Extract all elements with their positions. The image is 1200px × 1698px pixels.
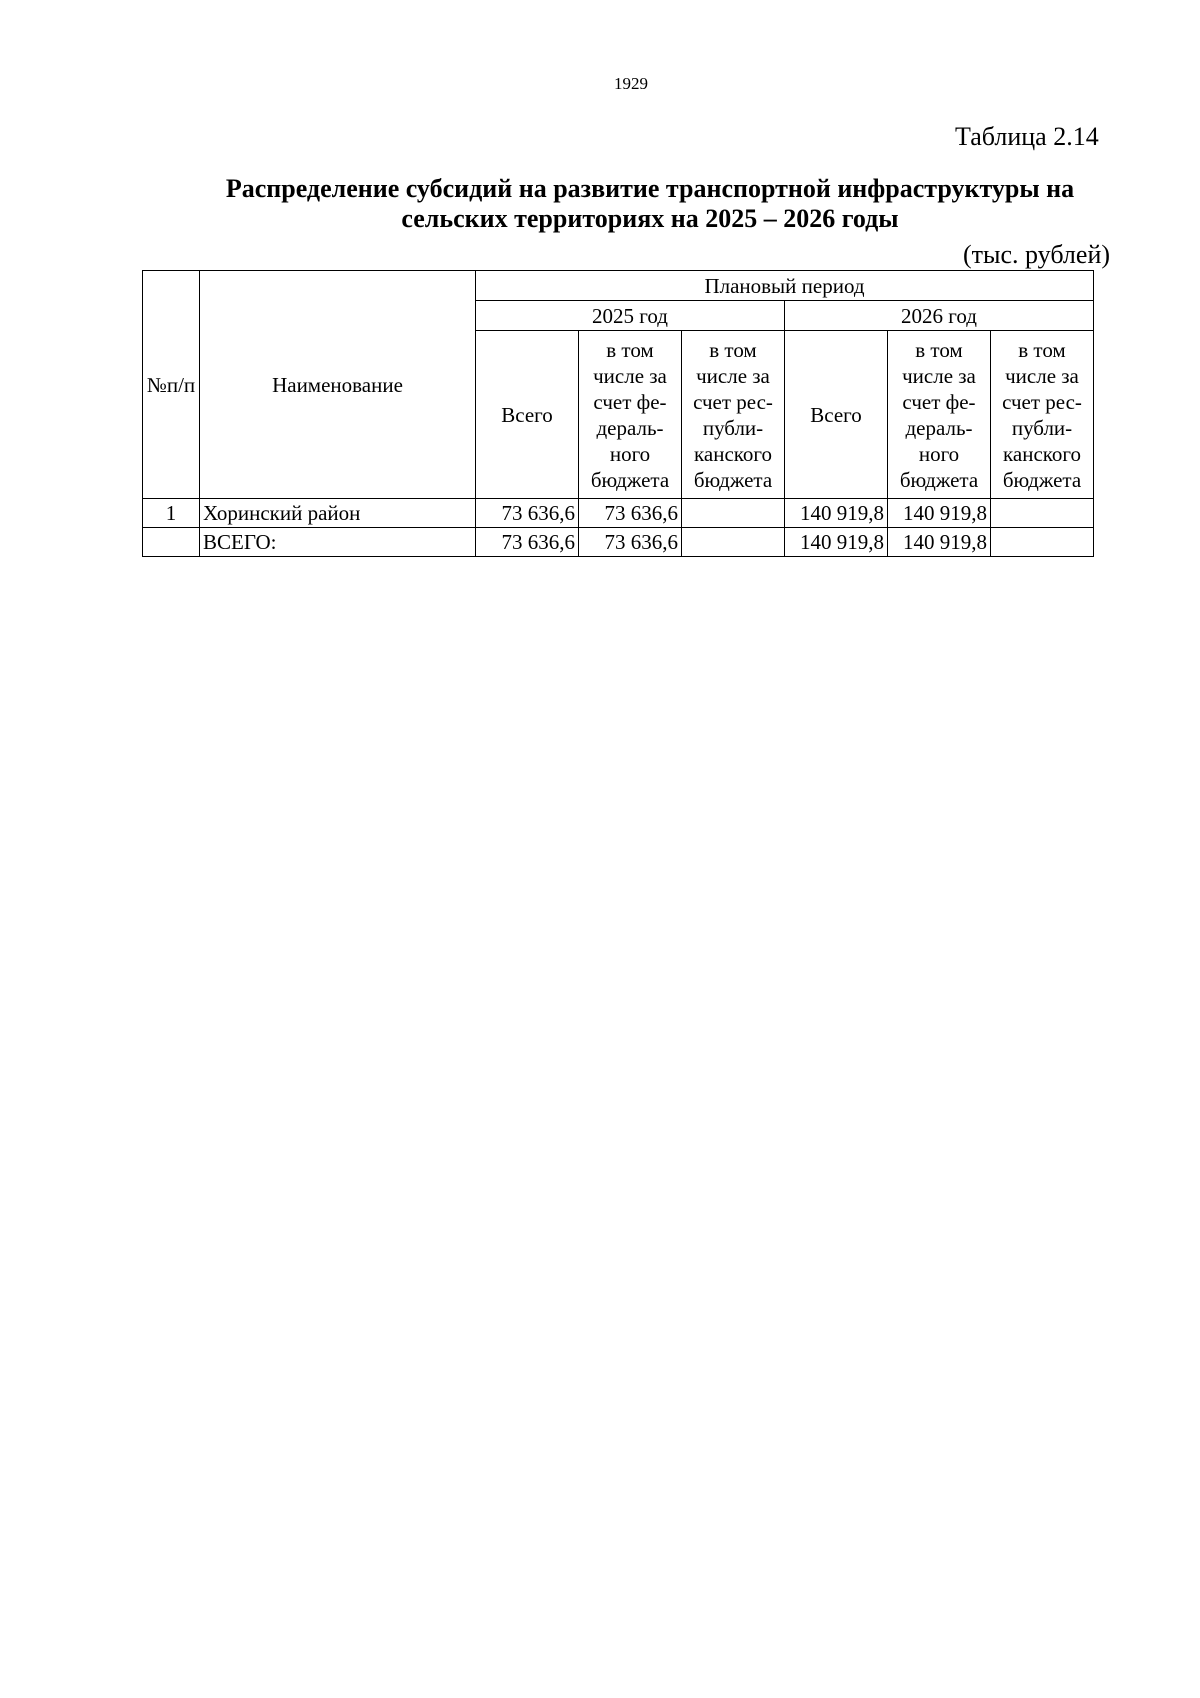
row-federal-2026: 140 919,8	[888, 528, 991, 557]
header-total-2025: Всего	[476, 331, 579, 499]
header-federal-2025: в том числе за счет фе- дераль- ного бюджета	[579, 331, 682, 499]
header-total-2026: Всего	[785, 331, 888, 499]
table-label: Таблица 2.14	[955, 122, 1099, 151]
row-total-2026: 140 919,8	[785, 528, 888, 557]
row-total-2025: 73 636,6	[476, 499, 579, 528]
header-year-2025: 2025 год	[476, 301, 785, 331]
document-title	[150, 174, 1150, 234]
row-federal-2025: 73 636,6	[579, 499, 682, 528]
page-number: 1929	[614, 74, 648, 93]
table-row	[143, 499, 1094, 528]
row-republic-2026	[991, 528, 1094, 557]
header-federal-2026: в том числе за счет фе- дераль- ного бюджета	[888, 331, 991, 499]
header-year-2026: 2026 год	[785, 301, 1094, 331]
row-republic-2025	[682, 499, 785, 528]
header-name: Наименование	[200, 271, 476, 499]
row-republic-2026	[991, 499, 1094, 528]
row-total-2026: 140 919,8	[785, 499, 888, 528]
header-republic-2026: в том числе за счет рес- публи- канского бюджета	[991, 331, 1094, 499]
title-line-2: сельских территориях на 2025 – 2026 годы	[401, 204, 899, 233]
row-name: Хоринский район	[200, 499, 476, 528]
row-name: ВСЕГО:	[200, 528, 476, 557]
row-federal-2025: 73 636,6	[579, 528, 682, 557]
header-republic-2025: в том числе за счет рес- публи- канского бюджета	[682, 331, 785, 499]
row-federal-2026: 140 919,8	[888, 499, 991, 528]
row-republic-2025	[682, 528, 785, 557]
row-total-2025: 73 636,6	[476, 528, 579, 557]
subsidies-table	[142, 270, 1094, 557]
table-row-total	[143, 528, 1094, 557]
row-num: 1	[143, 499, 200, 528]
unit-label: (тыс. рублей)	[963, 240, 1111, 269]
title-line-1: Распределение субсидий на развитие транспортной инфраструктуры на	[225, 174, 1075, 203]
header-row-period	[143, 271, 1094, 301]
row-num	[143, 528, 200, 557]
header-num: №п/п	[143, 271, 200, 499]
header-period: Плановый период	[476, 271, 1094, 301]
